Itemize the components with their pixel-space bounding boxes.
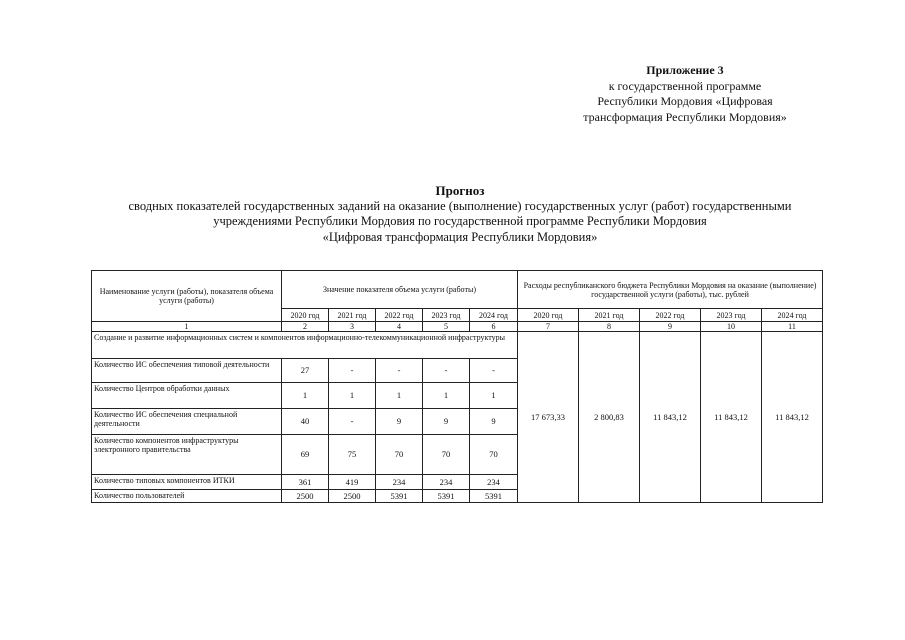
indicator-value: 419: [329, 475, 376, 490]
year-header: 2022 год: [376, 309, 423, 322]
indicator-value: 75: [329, 435, 376, 475]
column-number: 5: [423, 322, 470, 332]
service-title: Создание и развитие информационных систем и компонентов информационно-телекоммуникационной инфраструктуры: [92, 332, 518, 359]
column-number: 6: [470, 322, 518, 332]
expense-2020: 17 673,33: [518, 332, 579, 503]
appendix-line-2: Республики Мордовия «Цифровая: [597, 94, 773, 108]
indicator-value: 2500: [329, 490, 376, 503]
indicator-label: Количество компонентов инфраструктуры электронного правительства: [92, 435, 282, 475]
column-number: 4: [376, 322, 423, 332]
expense-2023: 11 843,12: [701, 332, 762, 503]
indicator-value: 70: [470, 435, 518, 475]
appendix-block: [520, 63, 850, 125]
column-number: 3: [329, 322, 376, 332]
indicator-value: 9: [423, 409, 470, 435]
indicator-value: 27: [282, 359, 329, 383]
indicator-value: 1: [329, 383, 376, 409]
indicator-value: 361: [282, 475, 329, 490]
year-header: 2024 год: [470, 309, 518, 322]
indicator-value: 2500: [282, 490, 329, 503]
year-header: 2021 год: [579, 309, 640, 322]
indicator-value: 1: [423, 383, 470, 409]
indicator-value: 5391: [423, 490, 470, 503]
heading-line-1: сводных показателей государственных заданий на оказание (выполнение) государственных услуг (работ) государственными: [128, 198, 792, 213]
header-service-name: Наименование услуги (работы), показателя объема услуги (работы): [92, 271, 282, 322]
expense-2024: 11 843,12: [762, 332, 823, 503]
indicator-label: Количество Центров обработки данных: [92, 383, 282, 409]
appendix-title: Приложение 3: [646, 63, 724, 77]
indicator-value: -: [423, 359, 470, 383]
indicator-value: 9: [376, 409, 423, 435]
indicator-value: -: [329, 409, 376, 435]
service-row: [92, 332, 823, 359]
column-number: 8: [579, 322, 640, 332]
column-number: 7: [518, 322, 579, 332]
indicator-label: Количество пользователей: [92, 490, 282, 503]
indicator-value: 1: [376, 383, 423, 409]
header-indicator-value: Значение показателя объема услуги (работы): [282, 271, 518, 309]
indicator-value: -: [470, 359, 518, 383]
expense-2022: 11 843,12: [640, 332, 701, 503]
indicator-label: Количество ИС обеспечения специальной деятельности: [92, 409, 282, 435]
indicator-value: 234: [423, 475, 470, 490]
heading-line-2: учреждениями Республики Мордовия по государственной программе Республики Мордовия: [213, 214, 707, 228]
header-budget-expenses: Расходы республиканского бюджета Республики Мордовия на оказание (выполнение) государственной услуги (работы), тыс. рублей: [518, 271, 823, 309]
column-number: 11: [762, 322, 823, 332]
forecast-table: [91, 270, 823, 503]
column-number: 1: [92, 322, 282, 332]
indicator-value: 5391: [470, 490, 518, 503]
indicator-value: 69: [282, 435, 329, 475]
indicator-value: 1: [470, 383, 518, 409]
year-header: 2021 год: [329, 309, 376, 322]
indicator-value: -: [376, 359, 423, 383]
column-number-row: [92, 322, 823, 332]
year-header: 2020 год: [282, 309, 329, 322]
column-number: 9: [640, 322, 701, 332]
heading-line-3: «Цифровая трансформация Республики Мордовия»: [322, 229, 598, 244]
indicator-value: 1: [282, 383, 329, 409]
year-header: 2023 год: [701, 309, 762, 322]
appendix-line-1: к государственной программе: [608, 78, 762, 93]
indicator-value: 70: [376, 435, 423, 475]
indicator-value: 5391: [376, 490, 423, 503]
indicator-value: 234: [376, 475, 423, 490]
indicator-value: 9: [470, 409, 518, 435]
document-heading: [60, 183, 860, 245]
indicator-value: -: [329, 359, 376, 383]
year-header: 2024 год: [762, 309, 823, 322]
year-header: 2023 год: [423, 309, 470, 322]
indicator-value: 70: [423, 435, 470, 475]
indicator-value: 234: [470, 475, 518, 490]
appendix-line-3: трансформация Республики Мордовия»: [583, 109, 787, 124]
year-header: 2022 год: [640, 309, 701, 322]
column-number: 10: [701, 322, 762, 332]
column-number: 2: [282, 322, 329, 332]
indicator-value: 40: [282, 409, 329, 435]
expense-2021: 2 800,83: [579, 332, 640, 503]
indicator-label: Количество типовых компонентов ИТКИ: [92, 475, 282, 490]
indicator-label: Количество ИС обеспечения типовой деятельности: [92, 359, 282, 383]
year-header: 2020 год: [518, 309, 579, 322]
heading-title: Прогноз: [435, 183, 485, 198]
